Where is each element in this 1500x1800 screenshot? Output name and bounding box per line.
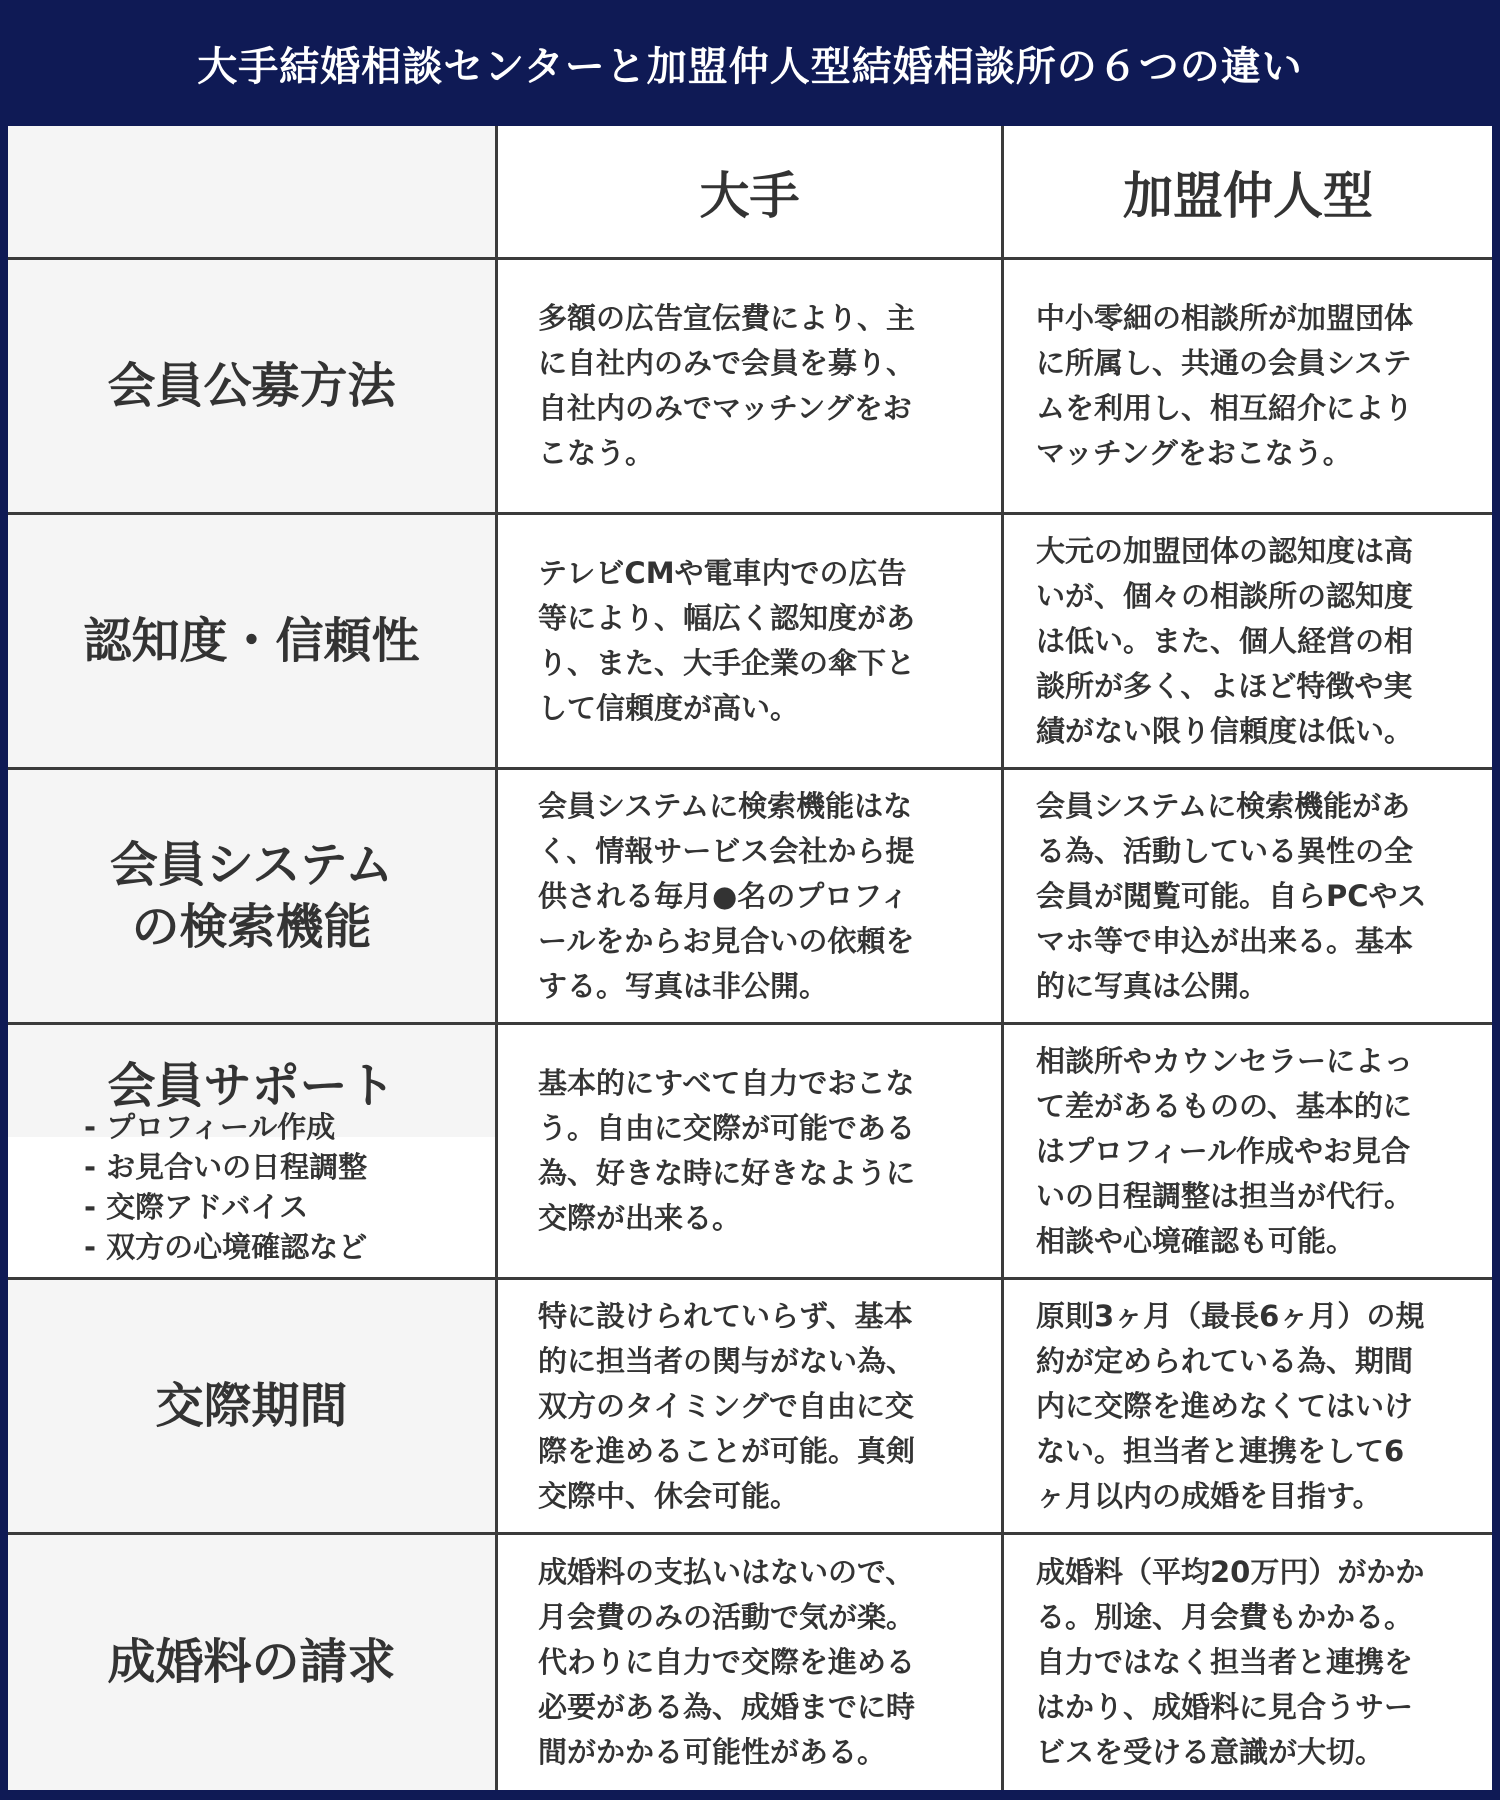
- support-sub-list: [84, 1107, 367, 1267]
- cell-affiliate-recruitment: 中小零細の相談所が加盟団体 に所属し、共通の会員システ ムを利用し、相互紹介により マッチングをおこなう。: [1004, 260, 1492, 512]
- cell-major-success-fee: 成婚料の支払いはないので、 月会費のみの活動で気が楽。 代わりに自力で交際を進める 必要がある為、成婚までに時 間がかかる可能性がある。: [498, 1535, 1001, 1790]
- cell-affiliate-awareness: 大元の加盟団体の認知度は高 いが、個々の相談所の認知度 は低い。また、個人経営の相 談所が多く、よほど特徴や実 績がない限り信頼度は低い。: [1004, 515, 1492, 767]
- cell-major-support: 基本的にすべて自力でおこな う。自由に交際が可能である 為、好きな時に好きなように 交際が出来る。: [498, 1025, 1001, 1277]
- support-sub-item: - お見合いの日程調整: [84, 1147, 367, 1187]
- cell-affiliate-success-fee: 成婚料（平均20万円）がかか る。別途、月会費もかかる。 自力ではなく担当者と連携を はかり、成婚料に見合うサー ビスを受ける意識が大切。: [1004, 1535, 1492, 1790]
- cell-major-recruitment: 多額の広告宣伝費により、主 に自社内のみで会員を募り、 自社内のみでマッチングをお こなう。: [498, 260, 1001, 512]
- cell-affiliate-dating-period: 原則3ヶ月（最長6ヶ月）の規 約が定められている為、期間 内に交際を進めなくてはいけ ない。担当者と連携をして6 ヶ月以内の成婚を目指す。: [1004, 1280, 1492, 1532]
- support-sub-item: - 交際アドバイス: [84, 1187, 367, 1227]
- row-label-support: 会員サポート: [8, 1025, 495, 1137]
- comparison-table: [8, 126, 1492, 1790]
- cell-major-search: 会員システムに検索機能はな く、情報サービス会社から提 供される毎月●名のプロフィ ールをからお見合いの依頼を する。写真は非公開。: [498, 770, 1001, 1022]
- cell-affiliate-support: 相談所やカウンセラーによっ て差があるものの、基本的に はプロフィール作成やお見合 いの日程調整は担当が代行。 相談や心境確認も可能。: [1004, 1025, 1492, 1277]
- cell-major-awareness: テレビCMや電車内での広告 等により、幅広く認知度があ り、また、大手企業の傘下と して信頼度が高い。: [498, 515, 1001, 767]
- cell-affiliate-search: 会員システムに検索機能があ る為、活動している異性の全 会員が閲覧可能。自らPCやス マホ等で申込が出来る。基本 的に写真は公開。: [1004, 770, 1492, 1022]
- page-title: 大手結婚相談センターと加盟仲人型結婚相談所の６つの違い: [197, 43, 1303, 90]
- header-major: 大手: [498, 126, 1001, 257]
- row-label-support-cell: [8, 1025, 495, 1277]
- row-label-dating-period: 交際期間: [8, 1280, 495, 1532]
- row-label-awareness: 認知度・信頼性: [8, 515, 495, 767]
- header-affiliate: 加盟仲人型: [1004, 126, 1492, 257]
- support-sub-item: - 双方の心境確認など: [84, 1227, 367, 1267]
- header-corner: [8, 126, 495, 257]
- support-sub-item: - プロフィール作成: [84, 1107, 367, 1147]
- row-label-success-fee: 成婚料の請求: [8, 1535, 495, 1790]
- row-label-search: 会員システム の検索機能: [8, 770, 495, 1022]
- row-label-recruitment: 会員公募方法: [8, 260, 495, 512]
- cell-major-dating-period: 特に設けられていらず、基本 的に担当者の関与がない為、 双方のタイミングで自由に交 際を進めることが可能。真剣 交際中、休会可能。: [498, 1280, 1001, 1532]
